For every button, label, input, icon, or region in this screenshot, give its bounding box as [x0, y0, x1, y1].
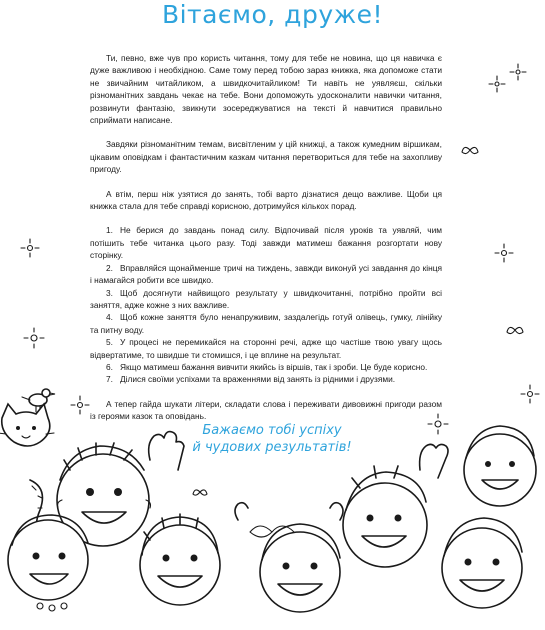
tip-item	[90, 311, 442, 336]
tip-item	[90, 262, 442, 287]
tip-number: 4.	[106, 312, 113, 323]
child-face-icon	[442, 518, 522, 608]
tip-item	[90, 373, 442, 385]
intro-paragraph: Ти, певно, вже чув про користь читання, тому для тебе не новина, що ця навичка є дуже важливою і необхідною. Саме тому перед тобою зараз книжка, яка допоможе стати не звичайним читайликом, а швидкочитайликом! Ти навіть не уявляєш, скільки різноманітних завдань чекає на тебе. Вони допоможуть удосконалити навички читання, розвинути фантазію, звикнути зосереджуватися на тексті й навчитися правильно сприймати написане.	[90, 53, 442, 126]
tip-text: Якщо матимеш бажання вивчити якийсь із віршів, так і зроби. Це буде корисно.	[120, 361, 428, 372]
tip-text: Щоб кожне заняття було ненапруживим, заздалегідь готуй олівець, гумку, лінійку та питну воду.	[90, 312, 442, 335]
child-face-icon	[57, 443, 151, 546]
flower-icon	[21, 239, 39, 257]
wish-line: й чудових результатів!	[192, 440, 352, 455]
cat-icon	[0, 404, 54, 534]
tip-text: Вправляйся щонайменше тричі на тиждень, завжди виконуй усі завдання до кінця і намагайся робити все швидко.	[90, 262, 442, 286]
tips-list	[90, 224, 442, 385]
child-face-icon	[140, 514, 220, 605]
closing-paragraph: А тепер гайда шукати літери, складати слова і переживати дивовижні пригоди разом із героями казок та оповідань.	[90, 398, 442, 422]
flower-icon	[510, 64, 526, 80]
tip-number: 5.	[106, 337, 113, 348]
tip-item	[90, 224, 442, 261]
flower-icon	[24, 328, 44, 348]
page-title: Вітаємо, друже!	[161, 0, 384, 29]
butterfly-icon	[193, 490, 207, 495]
wish-line: Бажаємо тобі успіху	[202, 423, 342, 438]
child-face-icon	[250, 524, 340, 612]
tip-item	[90, 336, 442, 361]
tip-number: 6.	[106, 361, 113, 372]
flower-icon	[71, 396, 89, 414]
butterfly-icon	[507, 327, 523, 333]
intro-text-block	[90, 52, 442, 423]
flower-icon	[489, 76, 505, 92]
tip-text: Щоб досягнути найвищого результату у швидкочитанні, потрібно пройти всі заняття, адже кожне з них важливе.	[90, 287, 442, 310]
flower-icon	[521, 385, 539, 403]
butterfly-icon	[462, 147, 478, 153]
flower-icon	[495, 244, 513, 262]
tip-number: 3.	[106, 287, 113, 298]
tip-number: 2.	[106, 262, 113, 273]
tip-number: 1.	[106, 225, 113, 236]
child-face-icon	[8, 515, 88, 611]
tip-text: У процесі не перемикайся на сторонні речі, адже що частіше твою увагу щось відвертатиме, то швидше ти стомишся, і це вплине на результат.	[90, 337, 442, 360]
wish-text	[158, 422, 386, 456]
bird-icon	[22, 389, 55, 412]
tip-item	[90, 287, 442, 312]
intro-paragraph: Завдяки різноманітним темам, висвітленим у цій книжці, а також кумедним віршикам, цікавим оповідкам і фантастичним казкам читання перетвориться для тебе на захопливу пригоду.	[90, 139, 442, 175]
tip-text: Ділися своїми успіхами та враженнями від занять із рідними і друзями.	[120, 374, 396, 385]
child-face-icon	[343, 466, 427, 567]
tip-item	[90, 361, 442, 373]
tip-number: 7.	[106, 374, 113, 385]
tip-text: Не берися до завдань понад силу. Відпочивай після уроків та уявляй, чим потішить тебе читанка цього разу. Тоді завжди матимеш бажання розгортати нову сторінку.	[90, 225, 442, 261]
intro-paragraph: А втім, перш ніж узятися до занять, тобі варто дізнатися дещо важливе. Щоби ця книжка стала для тебе справді корисною, дотримуйся кількох порад.	[90, 188, 442, 212]
child-face-icon	[464, 426, 536, 506]
